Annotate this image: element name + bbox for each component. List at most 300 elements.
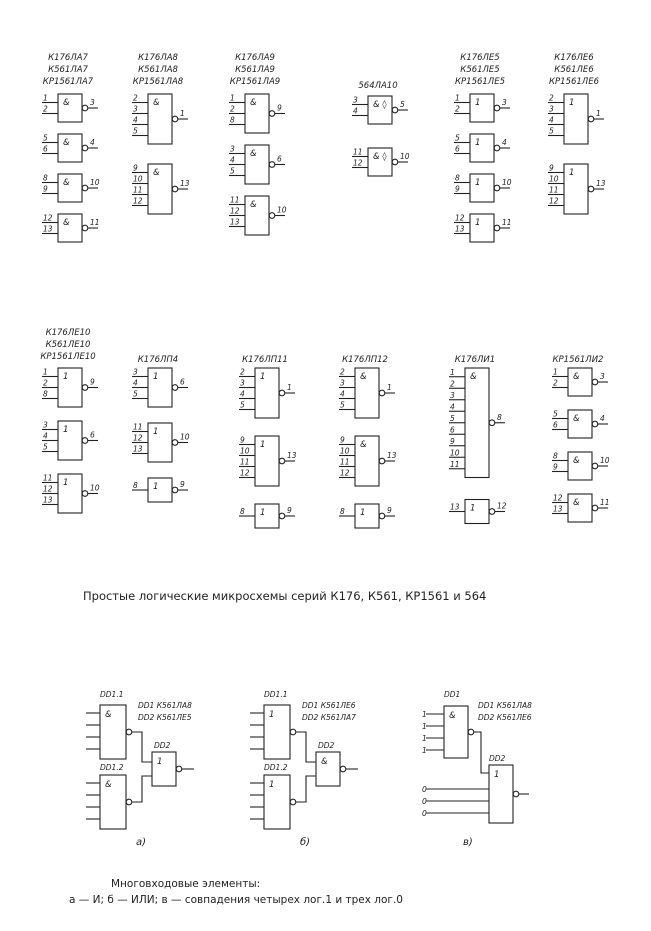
logic-gate [339,504,395,528]
chip-column [548,53,606,214]
logic-gate [42,368,98,408]
gate-function-symbol: & [63,178,70,188]
gate-function-symbol: 1 [63,425,69,435]
input-pin-number: 5 [43,442,48,452]
gate-body [245,145,269,184]
gate-designator: DD1.1 [100,690,124,699]
output-pin-number: 3 [600,372,605,381]
chip-type-label: К176ЛА9 [235,53,275,63]
gate-body [58,134,82,162]
diagram-label: б) [300,837,311,848]
gate-body [255,368,279,418]
output-pin-number: 6 [277,154,282,164]
chip-type-label: К176ЛА7 [48,53,88,63]
wire [132,776,152,802]
input-pin-number: 1 [450,367,455,377]
gate-function-symbol: 1 [475,138,481,148]
wire [296,776,316,802]
input-pin-number: 2 [133,93,138,103]
gate-function-symbol: & ◊ [373,152,387,162]
inversion-bubble [82,385,88,391]
output-pin-number: 1 [387,383,392,392]
input-pin-number: 2 [549,93,554,103]
logic-gate [239,368,295,419]
inversion-bubble [290,799,296,805]
output-pin-number: 9 [180,480,185,489]
input-pin-number: 12 [353,158,363,168]
input-pin-number: 5 [240,400,245,410]
output-pin-number: 13 [287,451,297,460]
gate-body [100,775,126,829]
chip-type-label: К561ЛА9 [235,65,275,75]
output-pin-number: 1 [596,109,601,118]
input-pin-number: 10 [133,174,143,184]
gate-function-symbol: 1 [63,478,69,488]
row1-chip-columns [42,53,606,242]
output-pin-number: 1 [287,383,292,392]
input-pin-number: 11 [230,195,240,205]
input-pin-number: 1 [553,367,558,377]
inversion-bubble [269,162,275,168]
inversion-bubble [494,225,500,231]
chip-assignment: DD2 К561ЛЕ5 [138,713,192,722]
chip-type-label: КР1561ЛЕ6 [549,77,599,87]
output-pin-number: 9 [287,506,292,515]
chip-type-label: К561ЛА7 [48,65,88,75]
gate-function-symbol: 1 [153,427,159,437]
input-pin-number: 10 [240,446,250,456]
gate-body [470,94,494,122]
inversion-bubble [392,159,398,165]
chip-type-label: К176ЛЕ6 [554,53,594,63]
output-pin-number: 3 [90,98,95,107]
logic-gate [132,94,188,145]
input-pin-number: 4 [230,155,235,165]
gate-body [264,705,290,759]
inversion-bubble [82,438,88,444]
gate-body [152,752,176,786]
gate-body [568,368,592,396]
gate-function-symbol: & [573,498,580,508]
multi-input-and-diagram [86,690,194,848]
gate-body [568,410,592,438]
inversion-bubble [489,509,495,515]
inversion-bubble [494,105,500,111]
gate-body [255,504,279,528]
gate-designator: DD1.2 [100,763,124,772]
chip-type-label: КР1561ЛИ2 [552,355,604,365]
wire [296,732,316,762]
gate-function-symbol: & [573,456,580,466]
gate-body [470,134,494,162]
input-pin-number: 2 [43,104,48,114]
inversion-bubble [468,729,474,735]
gate-function-symbol: 1 [63,372,69,382]
diagram-label: а) [136,837,147,848]
inversion-bubble [172,116,178,122]
gate-function-symbol: & [449,711,456,721]
logic-gate [548,164,606,215]
gate-function-symbol: 1 [260,508,266,518]
output-pin-number: 10 [90,483,100,493]
logic-gate [42,214,100,243]
gate-body [316,752,340,786]
inversion-bubble [379,458,385,464]
wire [132,732,152,762]
input-pin-number: 11 [240,457,250,467]
gate-function-symbol: 1 [260,372,266,382]
output-pin-number: 4 [502,138,507,147]
logic-gate [552,410,608,439]
input-pin-number: 3 [43,420,48,430]
input-pin-number: 12 [553,493,563,503]
input-pin-number: 9 [549,163,554,173]
wire [474,732,489,773]
input-pin-number: 2 [43,378,48,388]
logic-gate [454,134,510,163]
gate-body [255,436,279,486]
input-pin-number: 2 [230,104,235,114]
output-pin-number: 9 [277,103,282,113]
inversion-bubble [392,107,398,113]
chip-column [229,53,287,235]
input-pin-number: 8 [43,173,48,183]
logic-gate [454,174,512,203]
input-pin-number: 4 [549,115,554,125]
inversion-bubble [513,791,519,797]
output-pin-number: 13 [180,179,190,188]
gate-function-symbol: & [250,98,257,108]
input-pin-number: 4 [450,402,455,412]
caption-simple-chips: Простые логические микросхемы серий К176, К561, КР1561 и 564 [83,589,487,603]
diagram-label: в) [463,837,473,848]
logic-gate [229,145,285,185]
input-pin-number: 12 [133,433,143,443]
logic-gate [352,96,408,125]
input-pin-number: 3 [230,144,235,154]
logic-gate [339,436,397,487]
input-pin-number: 4 [353,106,358,116]
logic-level-zero: 0 [422,785,427,794]
inversion-bubble [82,145,88,151]
gate-body [568,494,592,522]
input-pin-number: 4 [340,389,345,399]
gate-function-symbol: & [63,218,70,228]
input-pin-number: 5 [133,126,138,136]
gate-function-symbol: & [250,149,257,159]
chip-type-label: КР1561ЛА7 [42,77,94,87]
gate-body [245,94,269,133]
output-pin-number: 10 [502,178,512,187]
gate-function-symbol: & [63,138,70,148]
gate-body [148,478,172,502]
gate-designator: DD2 [489,754,506,763]
input-pin-number: 13 [133,444,143,454]
output-pin-number: 10 [180,432,190,442]
logic-gate [454,214,512,243]
input-pin-number: 3 [240,378,245,388]
inversion-bubble [592,505,598,511]
input-pin-number: 5 [450,413,455,423]
input-pin-number: 10 [549,174,559,184]
chip-column [132,355,190,502]
inversion-bubble [172,487,178,493]
input-pin-number: 11 [450,459,460,469]
gate-designator: DD2 [318,741,335,750]
gate-function-symbol: 1 [360,508,366,518]
gate-function-symbol: 1 [157,757,163,767]
gate-body [355,504,379,528]
caption-multi-title: Многовходовые элементы: [111,878,261,890]
gate-body [58,368,82,407]
input-pin-number: 8 [240,507,245,516]
input-pin-number: 9 [240,435,245,445]
logic-level-zero: 0 [422,797,427,806]
gate-function-symbol: & [105,780,112,790]
chip-assignment: DD2 К561ЛЕ6 [478,713,532,722]
gate-function-symbol: 1 [260,440,266,450]
input-pin-number: 9 [553,462,558,472]
chip-column [449,355,507,524]
output-pin-number: 6 [180,377,185,387]
gate-function-symbol: 1 [153,482,159,492]
input-pin-number: 13 [230,217,240,227]
gate-body [355,368,379,418]
input-pin-number: 13 [455,224,465,234]
input-pin-number: 5 [133,389,138,399]
input-pin-number: 10 [340,446,350,456]
input-pin-number: 3 [133,367,138,377]
logic-gate [239,504,295,528]
multi-input-coincidence-diagram [422,690,532,848]
chip-assignment: DD1 К561ЛА8 [478,701,532,710]
input-pin-number: 9 [133,163,138,173]
input-pin-number: 8 [455,173,460,183]
output-pin-number: 11 [600,498,610,507]
output-pin-number: 11 [90,218,100,227]
input-pin-number: 9 [455,184,460,194]
gate-body [465,368,489,478]
inversion-bubble [494,185,500,191]
gate-function-symbol: 1 [569,168,575,178]
gate-body [564,164,588,214]
output-pin-number: 5 [400,100,405,109]
output-pin-number: 13 [596,179,606,188]
gate-body [568,452,592,480]
input-pin-number: 8 [230,115,235,125]
input-pin-number: 12 [455,213,465,223]
gate-function-symbol: & [360,440,367,450]
gate-function-symbol: 1 [494,770,500,780]
output-pin-number: 9 [90,377,95,387]
output-pin-number: 12 [497,501,507,511]
input-pin-number: 12 [43,213,53,223]
gate-function-symbol: & [573,414,580,424]
inversion-bubble [592,379,598,385]
chip-type-label: 564ЛА10 [358,81,398,91]
logic-level-one: 1 [422,710,427,719]
inversion-bubble [82,185,88,191]
gate-function-symbol: 1 [269,780,275,790]
gate-function-symbol: & [470,372,477,382]
caption-multi-desc: а — И; б — ИЛИ; в — совпадения четырех лог.1 и трех лог.0 [69,894,403,906]
inversion-bubble [494,145,500,151]
output-pin-number: 13 [387,451,397,460]
gate-function-symbol: 1 [475,178,481,188]
input-pin-number: 5 [553,409,558,419]
output-pin-number: 10 [400,152,410,161]
input-pin-number: 9 [43,184,48,194]
inversion-bubble [592,421,598,427]
chip-type-label: КР1561ЛА8 [132,77,184,87]
chip-type-label: К561ЛА8 [138,65,178,75]
input-pin-number: 1 [43,93,48,103]
chip-column [552,355,610,522]
input-pin-number: 5 [43,133,48,143]
input-pin-number: 13 [43,495,53,505]
inversion-bubble [176,766,182,772]
gate-function-symbol: 1 [475,218,481,228]
logic-level-one: 1 [422,746,427,755]
inversion-bubble [172,440,178,446]
input-pin-number: 9 [450,436,455,446]
logic-gate [229,196,287,236]
logic-gate [42,94,98,123]
chip-type-label: К176ЛЕ10 [45,328,91,338]
row2-chip-columns [40,328,609,528]
inversion-bubble [269,111,275,117]
chip-type-label: К176ЛИ1 [454,355,496,365]
logic-gate [42,134,98,163]
input-pin-number: 13 [450,502,460,512]
gate-function-symbol: 1 [153,372,159,382]
inversion-bubble [279,458,285,464]
input-pin-number: 11 [133,185,143,195]
input-pin-number: 9 [340,435,345,445]
logic-gate [449,500,507,524]
output-pin-number: 8 [497,412,502,422]
chip-column [239,355,297,528]
logic-gate [548,94,604,145]
gate-body [465,500,489,524]
input-pin-number: 4 [43,431,48,441]
input-pin-number: 4 [240,389,245,399]
input-pin-number: 6 [450,425,455,435]
inversion-bubble [379,390,385,396]
output-pin-number: 10 [600,456,610,465]
chip-type-label: КР1561ЛА9 [229,77,281,87]
inversion-bubble [172,385,178,391]
gate-body [444,706,468,758]
output-pin-number: 3 [502,98,507,107]
chip-column [132,53,190,214]
inversion-bubble [279,390,285,396]
inversion-bubble [82,105,88,111]
gate-function-symbol: & [573,372,580,382]
input-pin-number: 1 [455,93,460,103]
logic-gate [132,478,188,502]
logic-gate [132,368,188,408]
logic-gate [239,436,297,487]
input-pin-number: 1 [43,367,48,377]
chip-column [40,328,99,513]
input-pin-number: 6 [553,420,558,430]
logic-gate [449,368,505,478]
input-pin-number: 2 [240,367,245,377]
input-pin-number: 4 [133,115,138,125]
gate-body [148,164,172,214]
gate-body [245,196,269,235]
logic-level-one: 1 [422,722,427,731]
gate-body [148,94,172,144]
gate-designator: DD1 [444,690,461,699]
logic-gate [42,421,98,461]
inversion-bubble [379,513,385,519]
gate-function-symbol: 1 [475,98,481,108]
gate-body [58,94,82,122]
logic-gate [42,174,100,203]
input-pin-number: 12 [230,206,240,216]
chip-type-label: К176ЛП12 [342,355,388,365]
chip-type-label: К561ЛЕ10 [45,340,91,350]
logic-gate [339,368,395,419]
input-pin-number: 12 [340,468,350,478]
logic-gate [454,94,510,123]
input-pin-number: 2 [553,378,558,388]
gate-body [58,474,82,513]
input-pin-number: 13 [553,504,563,514]
gate-function-symbol: & [105,710,112,720]
input-pin-number: 3 [450,390,455,400]
inversion-bubble [279,513,285,519]
logic-gate [552,494,610,523]
logic-level-zero: 0 [422,809,427,818]
chip-column [352,81,410,176]
gate-body [264,775,290,829]
gate-function-symbol: 1 [269,710,275,720]
input-pin-number: 11 [43,473,53,483]
chip-assignment: DD2 К561ЛА7 [302,713,356,722]
input-pin-number: 3 [549,104,554,114]
chip-type-label: КР1561ЛЕ10 [40,352,96,362]
gate-body [148,368,172,407]
gate-body [470,174,494,202]
chip-type-label: К176ЛА8 [138,53,178,63]
inversion-bubble [592,463,598,469]
logic-gate [552,368,608,397]
gate-function-symbol: 1 [569,98,575,108]
chip-column [42,53,100,242]
output-pin-number: 1 [180,109,185,118]
input-pin-number: 1 [230,93,235,103]
input-pin-number: 10 [450,448,460,458]
output-pin-number: 4 [90,138,95,147]
gate-body [58,174,82,202]
gate-body [489,765,513,823]
gate-function-symbol: & ◊ [373,100,387,110]
input-pin-number: 8 [553,451,558,461]
input-pin-number: 5 [340,400,345,410]
input-pin-number: 8 [43,389,48,399]
logic-gate [132,164,190,215]
input-pin-number: 3 [133,104,138,114]
output-pin-number: 9 [387,506,392,515]
input-pin-number: 3 [353,95,358,105]
gate-designator: DD2 [154,741,171,750]
chip-assignment: DD1 К561ЛА8 [138,701,192,710]
chip-type-label: К176ЛЕ5 [460,53,500,63]
inversion-bubble [126,729,132,735]
